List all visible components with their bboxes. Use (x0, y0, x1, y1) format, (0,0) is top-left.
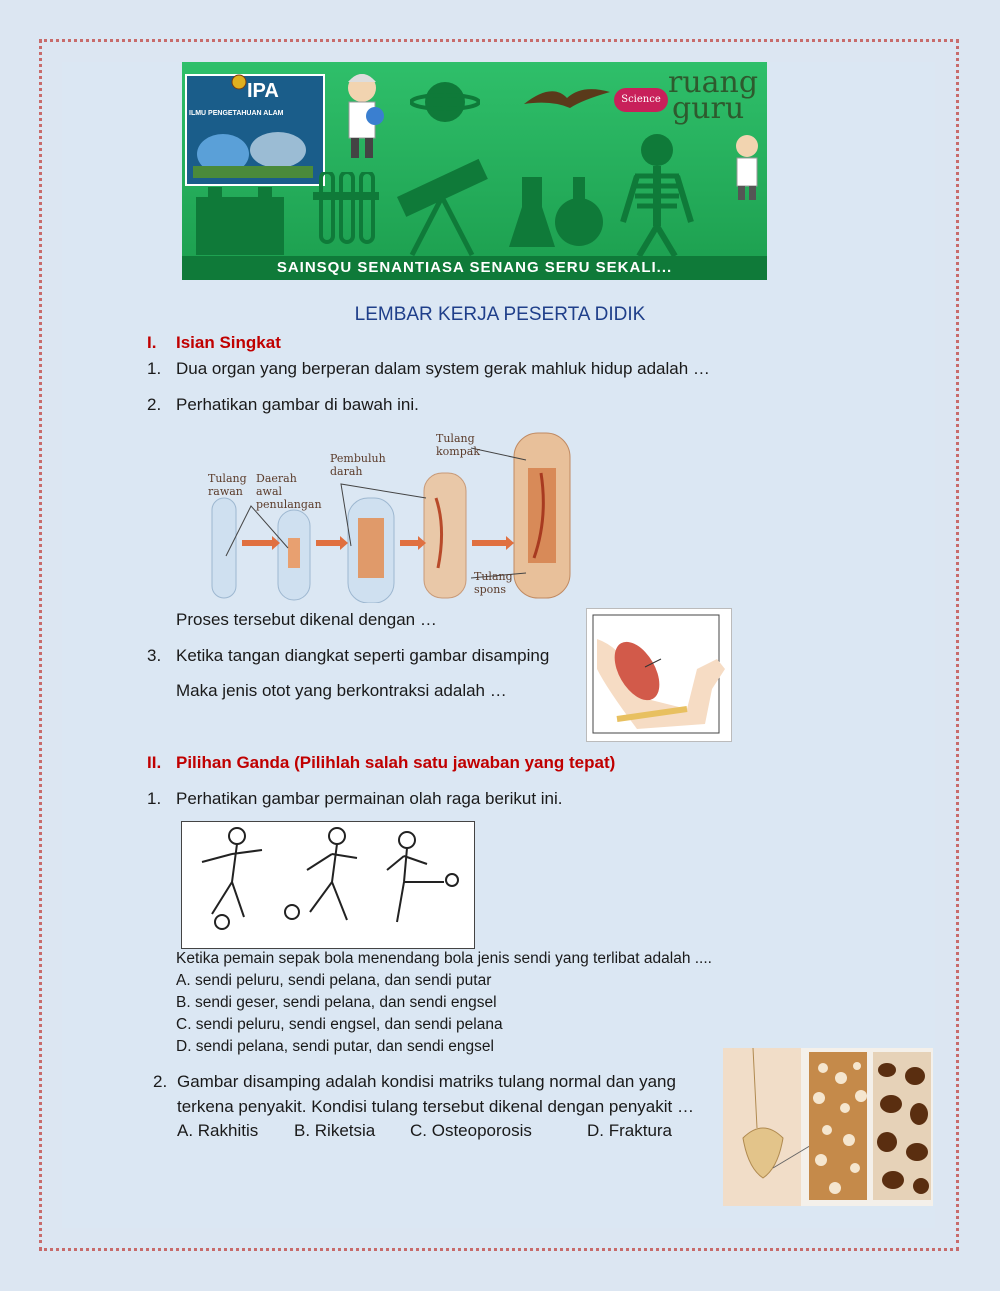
soccer-kick-sequence (182, 822, 474, 948)
label-pembuluh-darah: Pembuluh darah (330, 452, 386, 478)
telescope-icon (387, 147, 497, 257)
label-tulang-spons: Tulang spons (474, 570, 513, 596)
mc1-option-c[interactable]: C. sendi peluru, sendi engsel, dan sendi pelana (176, 1016, 503, 1033)
arm-muscle-diagram (587, 609, 731, 741)
mc2-line2: terkena penyakit. Kondisi tulang tersebut dikenal dengan penyakit … (177, 1097, 694, 1116)
mc2-option-a[interactable]: A. Rakhitis (177, 1121, 259, 1140)
bone-matrix-diagram (723, 1048, 933, 1206)
arm-muscle-figure (586, 608, 732, 742)
soccer-kick-figure (181, 821, 475, 949)
mc1-number: 1. (147, 789, 162, 808)
label-tulang-rawan: Tulang rawan (208, 472, 247, 498)
ipa-title: IPA (247, 80, 279, 102)
mc2-option-c[interactable]: C. Osteoporosis (410, 1121, 532, 1140)
emblem-icon (231, 74, 247, 90)
science-badge: Science (614, 88, 668, 112)
ipa-logo (185, 74, 325, 186)
mc1-prompt: Ketika pemain sepak bola menendang bola jenis sendi yang terlibat adalah .... (176, 950, 712, 967)
q3-number: 3. (147, 646, 162, 665)
label-daerah-awal: Daerah awal penulangan (256, 472, 322, 511)
eagle-icon (522, 80, 612, 120)
mc1-option-d[interactable]: D. sendi pelana, sendi putar, dan sendi engsel (176, 1038, 494, 1055)
battery-icon (190, 187, 290, 257)
section1-number: I. (147, 333, 157, 352)
juggler-icon (727, 132, 767, 202)
bone-matrix-figure (723, 1048, 933, 1206)
scientist-icon (337, 70, 387, 160)
label-tulang-kompak: Tulang kompak (436, 432, 480, 458)
brand-line1: ruang (668, 65, 759, 100)
mc2-line1: Gambar disamping adalah kondisi matriks tulang normal dan yang (177, 1072, 676, 1091)
q1-text: Dua organ yang berperan dalam system gerak mahluk hidup adalah … (176, 359, 710, 378)
bone-growth-figure (196, 428, 586, 603)
q2-text: Perhatikan gambar di bawah ini. (176, 395, 419, 414)
mc1-option-a[interactable]: A. sendi peluru, sendi pelana, dan sendi putar (176, 972, 492, 989)
bone-growth-diagram (196, 428, 586, 603)
section2-title: Pilihan Ganda (Pilihlah salah satu jawaban yang tepat) (176, 753, 616, 772)
test-tubes-icon (307, 172, 387, 252)
planet-icon (410, 72, 480, 132)
skeleton-icon (617, 132, 697, 257)
flask-icon (507, 167, 607, 257)
section2-number: II. (147, 753, 162, 772)
page-title: LEMBAR KERJA PESERTA DIDIK (354, 304, 646, 325)
q2-followup: Proses tersebut dikenal dengan … (176, 610, 437, 629)
q1-number: 1. (147, 359, 162, 378)
mc2-number: 2. (153, 1072, 168, 1091)
q3-line1: Ketika tangan diangkat seperti gambar disamping (176, 646, 550, 665)
q3-line2: Maka jenis otot yang berkontraksi adalah … (176, 681, 507, 700)
banner-tagline: SAINSQU SENANTIASA SENANG SERU SEKALI... (182, 256, 767, 280)
mc2-option-b[interactable]: B. Riketsia (294, 1121, 376, 1140)
brand-logo (668, 65, 759, 126)
brand-line2: guru (672, 91, 745, 126)
mc1-option-b[interactable]: B. sendi geser, sendi pelana, dan sendi engsel (176, 994, 497, 1011)
ipa-subtitle: ILMU PENGETAHUAN ALAM (189, 110, 284, 117)
satellite-dish-icon (193, 124, 313, 178)
section1-title: Isian Singkat (176, 333, 281, 352)
header-banner (182, 62, 767, 280)
q2-number: 2. (147, 395, 162, 414)
mc1-text: Perhatikan gambar permainan olah raga berikut ini. (176, 789, 563, 808)
mc2-option-d[interactable]: D. Fraktura (587, 1121, 673, 1140)
